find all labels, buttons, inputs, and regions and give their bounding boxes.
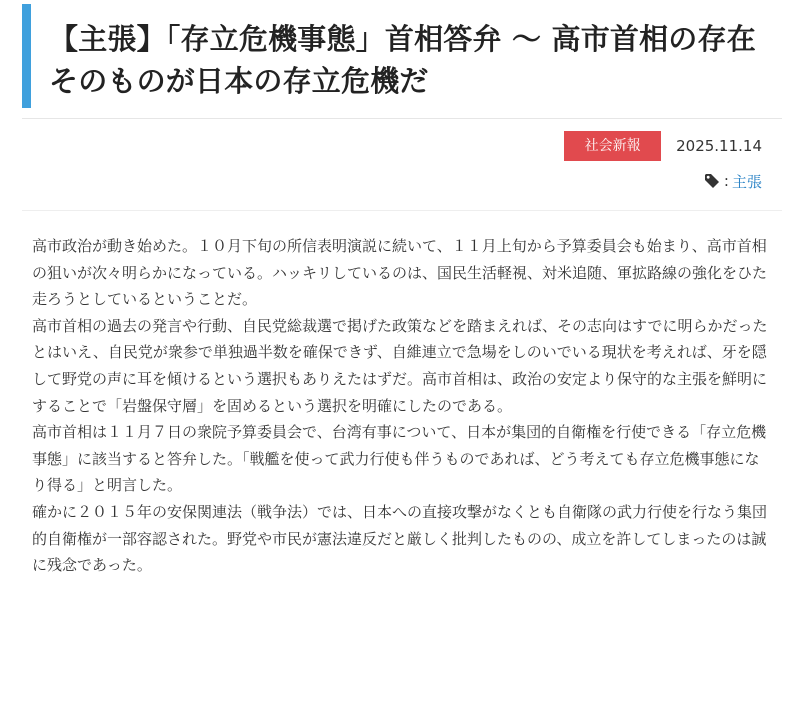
paragraph-2: 高市首相の過去の発言や行動、自民党総裁選で掲げた政策などを踏まえれば、その志向はすでに明らかだったとはいえ、自民党が衆参で単独過半数を確保できず、自維連立で急場をしのいでいる現状を考えれば、牙を隠して野党の声に耳を傾けるという選択もありえたはずだ。高市首相は、政治の安定より保守的な主張を鮮明にすることで「岩盤保守層」を固めるという選択を明確にしたのである。 xyxy=(32,316,768,415)
article-meta xyxy=(564,131,762,161)
category-badge[interactable]: 社会新報 xyxy=(564,131,661,161)
tag-separator: : xyxy=(723,172,729,190)
tag-icon xyxy=(704,173,720,189)
title-divider xyxy=(22,118,782,119)
post-date: 2025.11.14 xyxy=(676,137,762,155)
article-body xyxy=(32,233,772,579)
article-title-block xyxy=(22,4,782,108)
paragraph-4: 確かに２０１５年の安保関連法（戦争法）では、日本への直接攻撃がなくとも自衛隊の武力行使を行なう集団的自衛権が一部容認された。野党や市民が憲法違反だと厳しく批判したものの、成立を許してしまったのは誠に残念であった。 xyxy=(32,502,768,575)
meta-divider xyxy=(22,210,782,211)
tag-row xyxy=(704,170,762,192)
tag-link[interactable]: 主張 xyxy=(731,172,762,191)
article-title: 【主張】「存立危機事態」首相答弁 〜 高市首相の存在そのものが日本の存立危機だ xyxy=(49,22,756,98)
paragraph-1: 高市政治が動き始めた。１０月下旬の所信表明演説に続いて、１１月上旬から予算委員会も始まり、高市首相の狙いが次々明らかになっている。ハッキリしているのは、国民生活軽視、対米追随、軍拡路線の強化をひた走ろうとしているということだ。 xyxy=(32,237,768,309)
paragraph-3: 高市首相は１１月７日の衆院予算委員会で、台湾有事について、日本が集団的自衛権を行使できる「存立危機事態」に該当すると答弁した。「戦艦を使って武力行使も伴うものであれば、どう考えても存立危機事態になり得る」と明言した。 xyxy=(32,423,767,495)
